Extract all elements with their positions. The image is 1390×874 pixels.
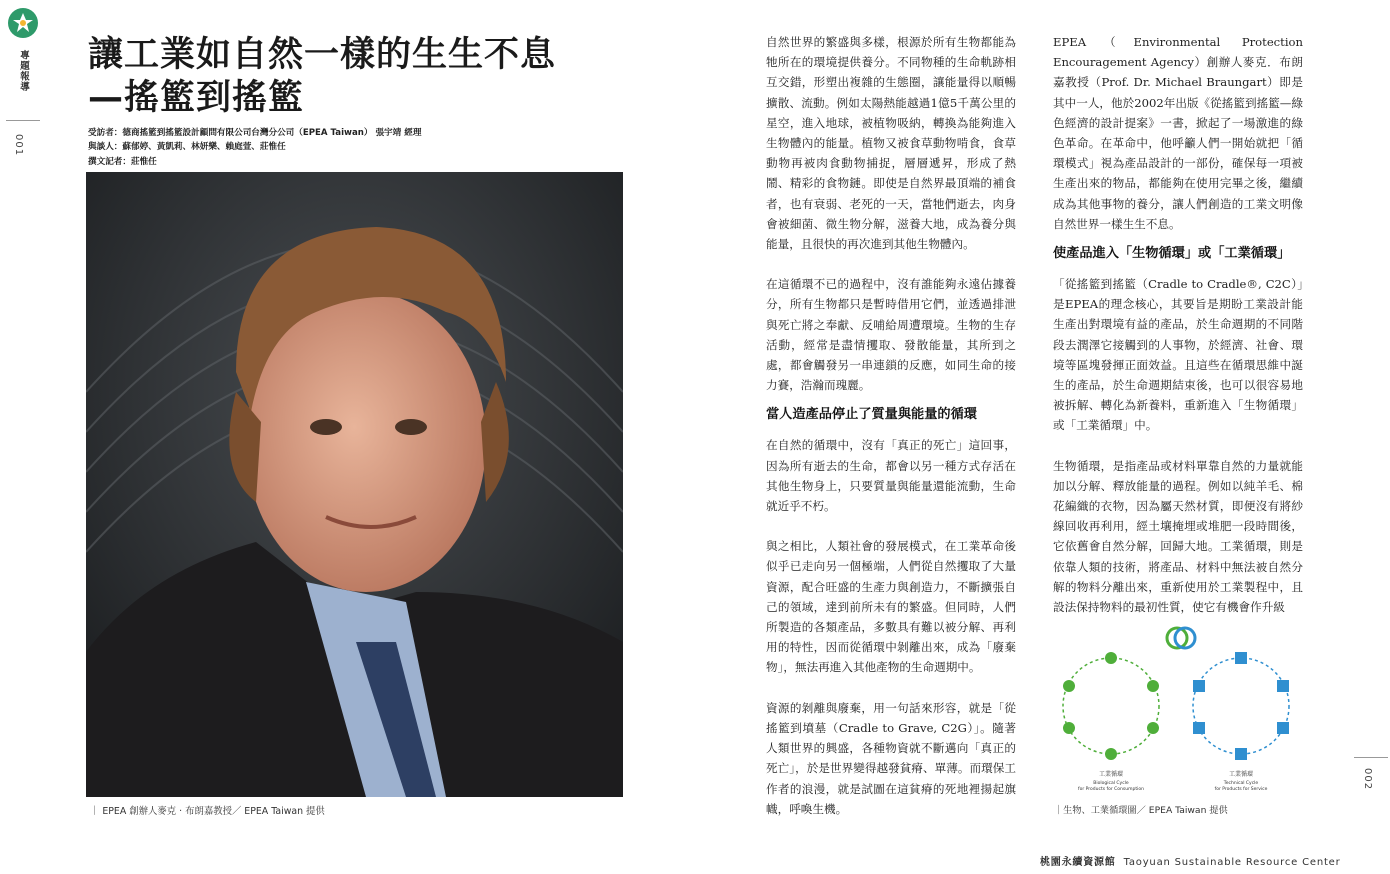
divider [1354, 757, 1388, 758]
diagram-right-label: 工業循環 [1228, 771, 1254, 778]
photo-caption: ｜ EPEA 創辦人麥克 · 布朗嘉教授／ EPEA Taiwan 提供 [90, 806, 325, 817]
section-heading: 當人造產品停止了質量與能量的循環 [766, 407, 977, 423]
title-line-2: —搖籃到搖籃 [88, 78, 305, 118]
diagram-left-sub1: Biological Cycle [1093, 781, 1129, 786]
paragraph: 生物循環，是指產品或材料單靠自然的力量就能加以分解、釋放能量的過程。例如以純羊毛、棉花編織的衣物，因為屬天然材質，即便沒有將紗線回收再利用，經土壤掩埋或堆肥一段時間後，它依舊會自然分解，回歸大地。工業循環，則是依靠人類的技術，將產品、材料中無法被自然分解的物料分離出來，重新使用於工業製程中，且設法保持物料的最初性質，使它有機會作升級 [1053, 458, 1303, 615]
diagram-left-sub2: for Products for Consumption [1078, 787, 1144, 792]
credit-interviewee: 受訪者：德商搖籃到搖籃設計顧問有限公司台灣分公司（EPEA Taiwan） 張宇靖 經理 [88, 128, 422, 138]
diagram-right-sub1: Technical Cycle [1223, 781, 1259, 786]
diagram-left-label: 工業循環 [1098, 771, 1124, 778]
article-column-2 [1053, 32, 1303, 617]
footer-org-en: Taoyuan Sustainable Resource Center [1123, 857, 1341, 868]
article-credits [88, 126, 588, 169]
paragraph: 在自然的循環中，沒有「真正的死亡」這回事，因為所有逝去的生命，都會以另一種方式存活在其他生物身上，只要質量與能量還能流動，生命就近乎不朽。 [766, 438, 1016, 514]
page-number-left: 001 [13, 134, 24, 157]
article-title [88, 34, 648, 120]
title-line-1: 讓工業如自然一樣的生生不息 [88, 35, 557, 75]
footer [1040, 853, 1341, 868]
biological-cycle-icon [1063, 652, 1159, 760]
credit-interviewers: 與談人：蘇郁婷、黃凱莉、林妍樂、賴庭萱、莊惟任 [88, 142, 286, 153]
divider [6, 120, 40, 121]
logo-icon [8, 8, 38, 38]
paragraph: 與之相比，人類社會的發展模式，在工業革命後似乎已走向另一個極端，人們從自然攫取了大量資源，配合旺盛的生產力與創造力，不斷擴張自己的領域，達到前所未有的繁盛。但同時，人們所製造的各類產品，多數具有難以被分解、再利用的特性，因而從循環中剝離出來，成為「廢棄物」，無法再進入其他產物的生命週期中。 [766, 539, 1016, 675]
paragraph: 資源的剝離與廢棄，用一句話來形容，就是「從搖籃到墳墓（Cradle to Grave, C2G）」。隨著人類世界的興盛，各種物資就不斷邁向「真正的死亡」，於是世界變得越發貧瘠、單薄。而環保工作者的浪漫，就是試圖在這貧瘠的死地裡揚起旗幟，呼喚生機。 [766, 700, 1016, 816]
c2c-logo-icon [1167, 628, 1195, 648]
section-label: 專題報導 [18, 50, 29, 92]
section-heading: 使產品進入「生物循環」或「工業循環」 [1053, 246, 1291, 262]
diagram-right-sub2: for Products for Service [1214, 787, 1268, 792]
cycle-diagram [1053, 626, 1303, 794]
footer-org-zh: 桃園永續資源館 [1040, 857, 1116, 868]
page-number-right: 002 [1362, 768, 1373, 791]
credit-writer: 撰文記者：莊惟任 [88, 156, 157, 167]
paragraph: 「從搖籃到搖籃（Cradle to Cradle®, C2C）」是EPEA的理念核心，其要旨是期盼工業設計能生產出對環境有益的產品，於生命週期的不同階段去潤澤它接觸到的人事物，於經濟、社會、環境等區塊發揮正面效益。且這些在循環思維中誕生的產品，於生命週期結束後，也可以很容易地被拆解、轉化為新養料，重新進入「生物循環」或「工業循環」中。 [1053, 277, 1303, 433]
paragraph: 自然世界的繁盛與多樣，根源於所有生物都能為牠所在的環境提供養分。不同物種的生命軌跡相互交錯，形塑出複雜的生態圈，讓能量得以順暢擴散、流動。例如太陽熱能越過1億5千萬公里的星空，進入地球，被植物吸納，轉換為能夠進入生物體內的能量。植物又被食草動物啃食，食草動物再被肉食動物捕捉，層層遞昇，形成了熱鬧、精彩的食物鏈。即使是自然界最頂端的補食者，也有衰弱、老死的一天，當牠們逝去，肉身會被細菌、微生物分解，滋養大地，成為養分與能量，且很快的再次進到其他生物體內。 [766, 35, 1016, 252]
paragraph: EPEA（Environmental Protection Encouragement Agency）創辦人麥克．布朗嘉教授（Prof. Dr. Michael Braungart）即是其中一人，他於2002年出版《從搖籃到搖籃—綠色經濟的設計提案》一書，掀起了一場激進的綠色革命。在革命中，他呼籲人們一開始就把「循環模式」視為產品設計的一部份，確保每一項被生產出來的物品，都能夠在使用完畢之後，繼續成為其他事物的養分，讓人們創造的工業文明像自然世界一樣生生不息。 [1053, 35, 1303, 231]
diagram-caption: ｜生物、工業循環圖／ EPEA Taiwan 提供 [1054, 805, 1228, 816]
article-column-1 [766, 32, 1016, 819]
technical-cycle-icon [1193, 652, 1289, 760]
paragraph: 在這循環不已的過程中，沒有誰能夠永遠佔據養分，所有生物都只是暫時借用它們，並透過排泄與死亡將之奉獻、反哺給周遭環境。生物的生存活動，經常是盡情攫取、發散能量，其所到之處，都會觸發另一串連鎖的反應，如同生命的接力賽，浩瀚而瑰麗。 [766, 277, 1016, 393]
portrait-photo [86, 172, 623, 797]
